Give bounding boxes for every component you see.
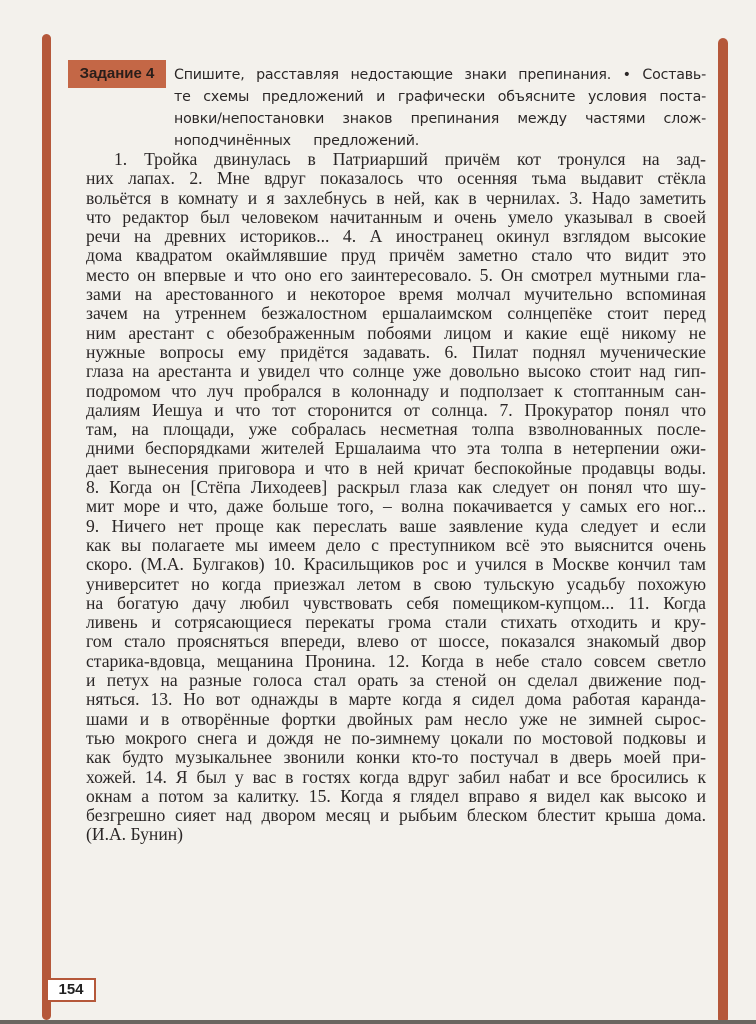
text-line: как будто музыкальнее звонили конки кто-то постучал в дверь моей при- <box>86 747 706 768</box>
left-margin-bar <box>42 34 51 1010</box>
text-line: 1. Тройка двинулась в Патриарший причём кот тронулся на зад- <box>114 149 706 169</box>
text-line: далиям Иешуа и что тот сторонится от солнца. 7. Прокуратор понял что <box>86 399 706 420</box>
text-line: ливень и сотрясающиеся перекаты грома стали стихать отходить и кру- <box>86 612 706 633</box>
page-number: 154 <box>48 978 96 1002</box>
text-line: хожей. 14. Я был у вас в гостях когда вдруг забил набат и все бросились к <box>86 766 706 787</box>
text-line: гом стало проясняться впереди, влево от шоссе, показался знакомый двор <box>86 631 706 652</box>
text-line: место он впервые и что оно его заинтересовало. 5. Он смотрел мутными гла- <box>86 264 706 285</box>
right-margin-bar <box>718 38 728 1024</box>
text-line: (И.А. Бунин) <box>86 824 184 845</box>
text-line: дает вынесения приговора и что в ней кричат беспокойные продавцы воды. <box>86 457 706 478</box>
text-line: глаза на арестанта и увидел что солнце уже довольно высоко стоит над гип- <box>86 361 706 382</box>
text-line: няться. 13. Но вот однажды в марте когда я сидел дома работая каранда- <box>86 689 706 710</box>
text-line: речи на древних историков... 4. А иностранец окинул взглядом высокие <box>86 226 706 247</box>
task-line: Спишите, расставляя недостающие знаки препинания. • Составь- <box>174 67 706 83</box>
text-line: как вы полагаете мы имеем дело с преступником всё это выяснится очень <box>86 534 706 555</box>
task-label-badge: Задание 4 <box>68 60 166 88</box>
exercise-text <box>86 150 706 845</box>
text-line: и петух на разные голоса стал орать за стеной он сделал движение под- <box>86 670 706 691</box>
task-line: те схемы предложений и графически объясните условия поста- <box>174 89 706 105</box>
text-line: дними беспорядками жителей Ершалаима что эта толпа в нетерпении ожи- <box>86 438 706 459</box>
text-line: мит море и что, даже больше того, – волна покачивается у самых его ног... <box>86 496 706 517</box>
task-line: ноподчинённых предложений. <box>174 133 420 149</box>
text-line: тью мокрого снега и дождя не по-зимнему цокали по мостовой подковы и <box>86 727 706 748</box>
text-line: университет но когда приезжал летом в свою тульскую усадьбу похожую <box>86 573 706 594</box>
text-line: ним арестант с обезображенным побоями лицом и какие ещё никому не <box>86 322 706 343</box>
text-line: окнам а потом за калитку. 15. Когда я глядел вправо я видел как высоко и <box>86 785 706 806</box>
text-line: шами и в отворённые фортки двойных рам несло уже не зимней сырос- <box>86 708 706 729</box>
text-line: дома квадратом окаймлявшие пруд причём заметно стало что видит это <box>86 245 706 266</box>
text-line: зачем на утреннем безжалостном ершалаимском солнцепёке стоит перед <box>86 303 706 324</box>
text-line: 9. Ничего нет проще как переслать ваше заявление куда следует и если <box>86 515 706 536</box>
text-line: скоро. (М.А. Булгаков) 10. Красильщиков рос и учился в Москве кончил там <box>86 554 706 575</box>
text-line: старика-вдовца, мещанина Пронина. 12. Когда в небе стало совсем светло <box>86 650 706 671</box>
page-bottom-edge <box>0 1020 756 1024</box>
text-line: нужные вопросы ему придётся задавать. 6. Пилат поднял мученические <box>86 341 706 362</box>
text-line: подромом что луч пробрался в колоннаду и подползает к стоптанным сан- <box>86 380 706 401</box>
text-line: там, на площади, уже собралась несметная толпа взволнованных после- <box>86 419 706 440</box>
text-line: на богатую дачу любил чувствовать себя помещиком-купцом... 11. Когда <box>86 592 706 613</box>
text-line: что редактор был человеком начитанным и очень умело указывал в своей <box>86 206 706 227</box>
text-line: безгрешно сияет над двором месяц и рыбьим блеском блестит крыша дома. <box>86 805 706 826</box>
text-line: зами на арестованного и некоторое время молчал мучительно вспоминая <box>86 284 706 305</box>
text-line: вольётся в комнату и я захлебнусь в ней, как в чернилах. 3. Надо заметить <box>86 187 706 208</box>
text-line: них лапах. 2. Мне вдруг показалось что осенняя тьма выдавит стёкла <box>86 168 706 189</box>
text-line: 8. Когда он [Стёпа Лиходеев] раскрыл глаза как следует он понял что шу- <box>86 477 706 498</box>
task-line: новки/непостановки знаков препинания между частями слож- <box>174 111 706 127</box>
task-instructions <box>174 64 706 152</box>
